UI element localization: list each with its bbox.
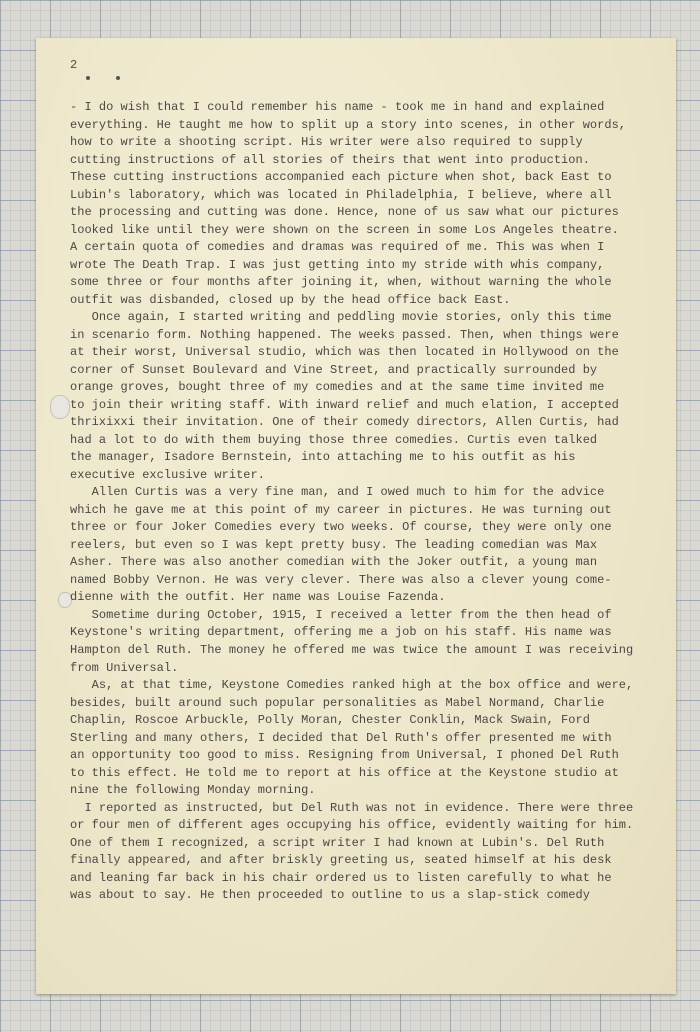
text-line: wrote The Death Trap. I was just getting into my stride with whis company, bbox=[70, 257, 605, 272]
text-line: the processing and cutting was done. Hence, none of us saw what our pictures bbox=[70, 205, 619, 220]
text-line: some three or four months after joining it, when, without warning the whole bbox=[70, 275, 612, 290]
text-line: Once again, I started writing and peddling movie stories, only this time bbox=[70, 310, 612, 325]
page-number: 2 bbox=[70, 58, 78, 72]
text-line: in scenario form. Nothing happened. The weeks passed. Then, when things were bbox=[70, 327, 619, 342]
text-line: dienne with the outfit. Her name was Louise Fazenda. bbox=[70, 590, 446, 605]
text-line: A certain quota of comedies and dramas was required of me. This was when I bbox=[70, 240, 605, 255]
text-line: - I do wish that I could remember his name - took me in hand and explained bbox=[70, 100, 605, 114]
text-line: everything. He taught me how to split up a story into scenes, in other words, bbox=[70, 117, 627, 132]
text-line: I reported as instructed, but Del Ruth was not in evidence. There were three bbox=[70, 800, 634, 815]
text-line: from Universal. bbox=[70, 660, 179, 675]
text-line: Keystone's writing department, offering me a job on his staff. His name was bbox=[70, 625, 612, 640]
text-line: corner of Sunset Boulevard and Vine Street, and practically surrounded by bbox=[70, 362, 598, 377]
text-line: three or four Joker Comedies every two weeks. Of course, they were only one bbox=[70, 520, 612, 535]
text-line: finally appeared, and after briskly greeting us, seated himself at his desk bbox=[70, 853, 612, 868]
text-line: Chaplin, Roscoe Arbuckle, Polly Moran, Chester Conklin, Mack Swain, Ford bbox=[70, 713, 590, 728]
text-line: how to write a shooting script. His writer were also required to supply bbox=[70, 135, 583, 150]
text-line: was about to say. He then proceeded to outline to us a slap-stick comedy bbox=[70, 888, 590, 903]
text-line: or four men of different ages occupying his office, evidently waiting for him. bbox=[70, 818, 634, 833]
typewritten-page bbox=[36, 38, 676, 994]
text-line: had a lot to do with them buying those three comedies. Curtis even talked bbox=[70, 432, 598, 447]
text-line: thrixixxi their invitation. One of their comedy directors, Allen Curtis, had bbox=[70, 415, 619, 430]
text-line: Lubin's laboratory, which was located in Philadelphia, I believe, where all bbox=[70, 187, 612, 202]
text-line: orange groves, bought three of my comedies and at the same time invited me bbox=[70, 380, 605, 395]
ink-speck bbox=[116, 76, 120, 80]
document-body bbox=[70, 99, 670, 905]
text-line: to join their writing staff. With inward relief and much elation, I accepted bbox=[70, 397, 619, 412]
text-line: executive exclusive writer. bbox=[70, 467, 265, 482]
text-line: looked like until they were shown on the screen in some Los Angeles theatre. bbox=[70, 222, 619, 237]
paper-tear bbox=[50, 395, 70, 419]
text-line: which he gave me at this point of my career in pictures. He was turning out bbox=[70, 502, 612, 517]
text-line: an opportunity too good to miss. Resigning from Universal, I phoned Del Ruth bbox=[70, 748, 619, 763]
text-line: and leaning far back in his chair ordered us to listen carefully to what he bbox=[70, 870, 612, 885]
text-line: outfit was disbanded, closed up by the head office back East. bbox=[70, 292, 511, 307]
text-line: to this effect. He told me to report at his office at the Keystone studio at bbox=[70, 765, 619, 780]
text-line: the manager, Isadore Bernstein, into attaching me to his outfit as his bbox=[70, 450, 576, 465]
text-line: Allen Curtis was a very fine man, and I owed much to him for the advice bbox=[70, 485, 605, 500]
text-line: nine the following Monday morning. bbox=[70, 783, 316, 798]
ink-speck bbox=[86, 76, 90, 80]
text-line: Hampton del Ruth. The money he offered me was twice the amount I was receiving bbox=[70, 642, 634, 657]
text-line: Asher. There was also another comedian with the Joker outfit, a young man bbox=[70, 555, 598, 570]
text-line: As, at that time, Keystone Comedies ranked high at the box office and were, bbox=[70, 678, 634, 693]
text-line: One of them I recognized, a script writer I had known at Lubin's. Del Ruth bbox=[70, 835, 605, 850]
text-line: Sometime during October, 1915, I received a letter from the then head of bbox=[70, 607, 612, 622]
text-line: Sterling and many others, I decided that Del Ruth's offer presented me with bbox=[70, 730, 612, 745]
text-line: named Bobby Vernon. He was very clever. There was also a clever young come- bbox=[70, 572, 612, 587]
text-line: reelers, but even so I was kept pretty busy. The leading comedian was Max bbox=[70, 537, 598, 552]
text-line: at their worst, Universal studio, which was then located in Hollywood on the bbox=[70, 345, 619, 360]
text-line: These cutting instructions accompanied each picture when shot, back East to bbox=[70, 170, 612, 185]
text-line: cutting instructions of all stories of theirs that went into production. bbox=[70, 152, 590, 167]
text-line: besides, built around such popular personalities as Mabel Normand, Charlie bbox=[70, 695, 605, 710]
